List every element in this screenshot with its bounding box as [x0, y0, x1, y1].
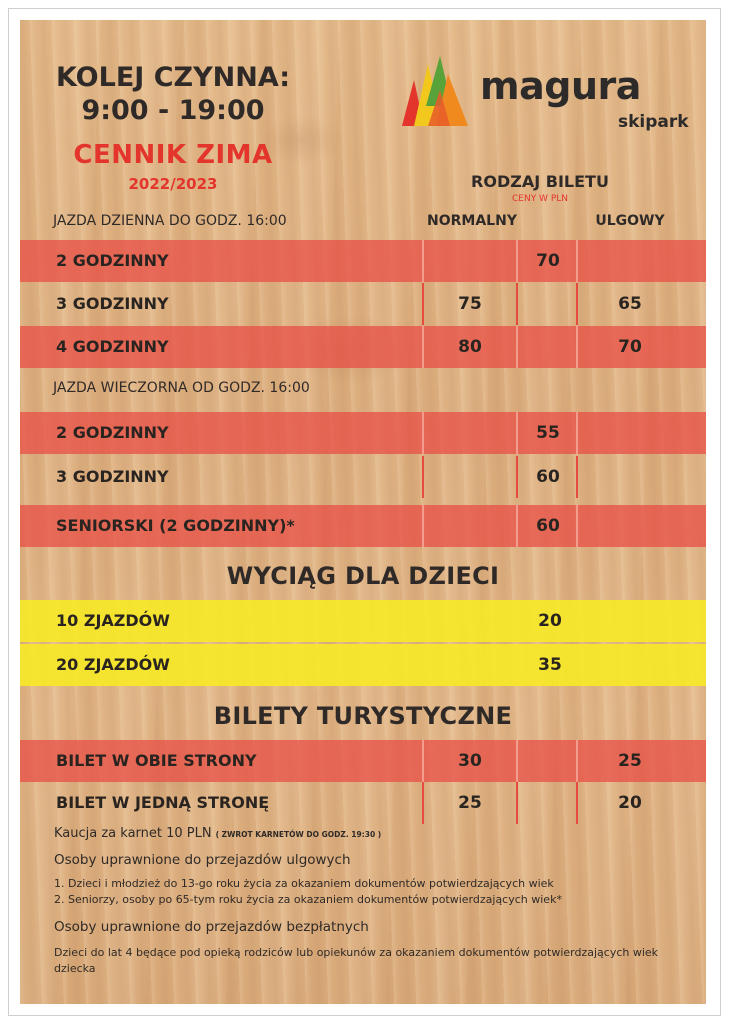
reduced-price: 65 — [618, 294, 642, 314]
ticket-price: 35 — [538, 655, 562, 675]
ticket-label: 2 GODZINNY — [56, 423, 169, 442]
free-eligibility-text: Dzieci do lat 4 będące pod opieką rodziców lub opiekunów za okazaniem dokumentów potwierdzających wiek dziecka — [54, 946, 659, 975]
operating-hours-time: 9:00 - 19:00 — [81, 95, 265, 126]
reduced-eligibility-title: Osoby uprawnione do przejazdów ulgowych — [54, 852, 351, 868]
ticket-price: 20 — [538, 611, 562, 631]
normal-price: 30 — [458, 751, 482, 771]
logo-wordmark: magura — [480, 64, 641, 108]
price-board — [20, 20, 706, 1004]
price-row — [20, 326, 706, 368]
kids-price-row — [20, 644, 706, 686]
page-title: CENNIK ZIMA — [73, 140, 273, 170]
prices-in-pln-note: CENY W PLN — [512, 194, 568, 204]
ticket-label: 4 GODZINNY — [56, 337, 169, 356]
tourist-tickets-heading: BILETY TURYSTYCZNE — [213, 702, 513, 730]
magura-logo — [400, 54, 689, 134]
ticket-price: 55 — [536, 423, 560, 443]
ticket-label: BILET W OBIE STRONY — [56, 751, 257, 770]
evening-section-label: JAZDA WIECZORNA OD GODZ. 16:00 — [53, 380, 310, 396]
price-row — [20, 412, 706, 454]
logo-subtitle: skipark — [618, 112, 689, 132]
kids-lift-heading: WYCIĄG DLA DZIECI — [226, 562, 500, 590]
normal-price: 80 — [458, 337, 482, 357]
ticket-label: 3 GODZINNY — [56, 294, 169, 313]
reduced-eligibility-item: 1. Dzieci i młodzież do 13-go roku życia za okazaniem dokumentów potwierdzających wiek — [54, 877, 554, 890]
ticket-price: 70 — [536, 251, 560, 271]
ticket-label: BILET W JEDNĄ STRONĘ — [56, 793, 270, 812]
tourist-price-row — [20, 740, 706, 782]
deposit-return-note: ( ZWROT KARNETÓW DO GODZ. 19:30 ) — [215, 830, 382, 839]
price-row — [20, 240, 706, 282]
reduced-price: 20 — [618, 793, 642, 813]
ticket-label: SENIORSKI (2 GODZINNY)* — [56, 516, 295, 535]
mountain-logo-icon — [400, 54, 476, 134]
ticket-label: 20 ZJAZDÓW — [56, 655, 170, 674]
ticket-price: 60 — [536, 467, 560, 487]
reduced-price: 70 — [618, 337, 642, 357]
deposit-note — [54, 826, 381, 841]
normal-price: 25 — [458, 793, 482, 813]
price-row — [20, 283, 706, 325]
kids-price-row — [20, 600, 706, 642]
ticket-label: 2 GODZINNY — [56, 251, 169, 270]
operating-hours-label: KOLEJ CZYNNA: — [55, 62, 291, 93]
reduced-price: 25 — [618, 751, 642, 771]
price-row — [20, 505, 706, 547]
free-eligibility-title: Osoby uprawnione do przejazdów bezpłatnych — [54, 919, 369, 935]
tourist-price-row — [20, 782, 706, 824]
ticket-label: 3 GODZINNY — [56, 467, 169, 486]
column-normal-header: NORMALNY — [427, 213, 517, 229]
reduced-eligibility-item: 2. Seniorzy, osoby po 65-tym roku życia za okazaniem dokumentów potwierdzających wiek* — [54, 893, 562, 906]
column-reduced-header: ULGOWY — [595, 213, 665, 229]
ticket-type-heading: RODZAJ BILETU — [471, 172, 609, 191]
ticket-price: 60 — [536, 516, 560, 536]
season-label: 2022/2023 — [128, 175, 218, 193]
deposit-text: Kaucja za karnet 10 PLN — [54, 826, 212, 841]
normal-price: 75 — [458, 294, 482, 314]
price-row — [20, 456, 706, 498]
ticket-label: 10 ZJAZDÓW — [56, 611, 170, 630]
day-section-label: JAZDA DZIENNA DO GODZ. 16:00 — [53, 213, 287, 229]
